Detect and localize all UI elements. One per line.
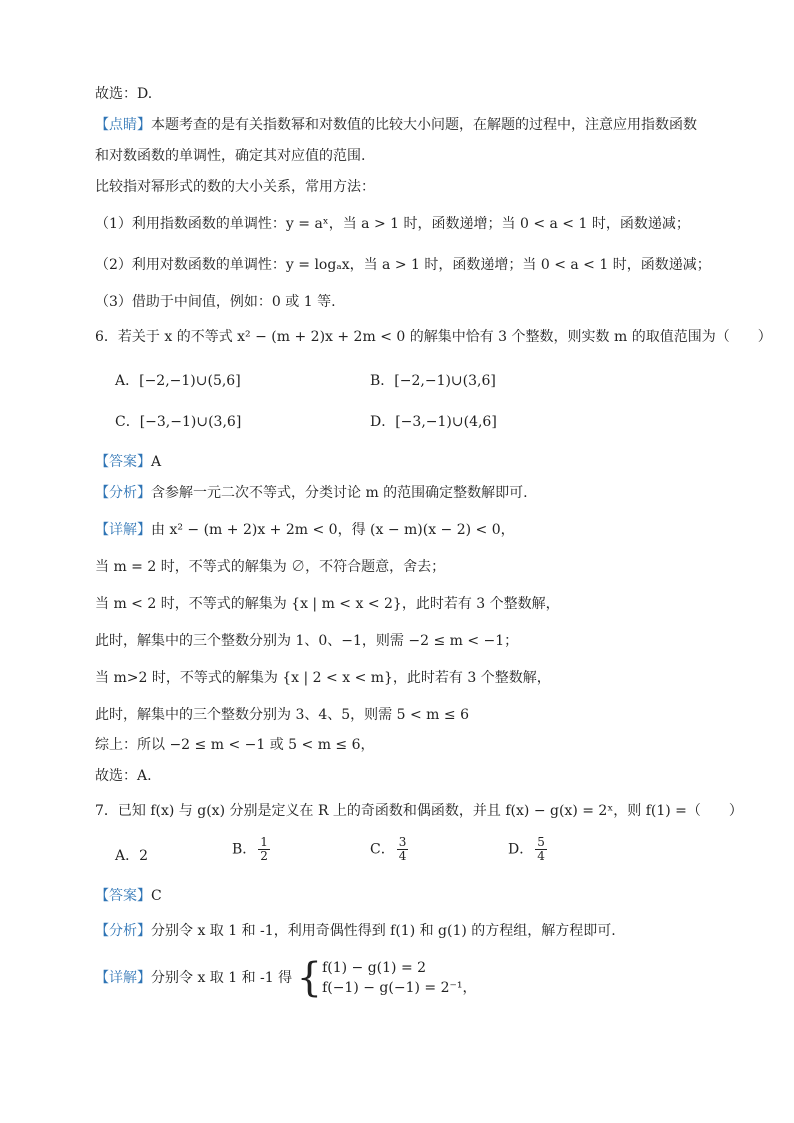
equation-system [322,958,476,998]
analysis-line [95,483,528,503]
analysis-line [95,921,616,941]
q6-option-b: B．[−2,−1)∪(3,6] [370,373,496,389]
answer-line [95,452,161,472]
solution-line: 故选：A. [95,768,152,784]
text-line: （2）利用对数函数的单调性：y = logₐx，当 a > 1 时，函数递增；当 0 < a < 1 时，函数递减； [95,257,711,273]
text-line: 比较指对幂形式的数的大小关系，常用方法： [95,179,375,195]
denominator: 4 [398,849,407,863]
equation-2: f(−1) − g(−1) = 2⁻¹， [322,980,477,996]
q7-option-c-label: C． [370,841,395,858]
fraction [258,836,270,863]
detail-tag: 【详解】 [95,522,151,538]
solution-line: 当 m < 2 时，不等式的解集为 {x | m < x < 2}，此时若有 3 个整数解， [95,596,560,612]
q6-option-d: D．[−3,−1)∪(4,6] [370,414,497,430]
analysis-text: 含参解一元二次不等式，分类讨论 m 的范围确定整数解即可. [151,485,528,501]
text-line: （3）借助于中间值，例如：0 或 1 等. [95,294,336,310]
analysis-tag: 【分析】 [95,923,151,939]
fraction [535,836,547,863]
q7-option-b [232,836,270,863]
answer-line [95,886,162,906]
denominator: 2 [260,849,268,863]
remark-tag: 【点睛】 [95,117,151,133]
solution-line: 当 m>2 时，不等式的解集为 {x | 2 < x < m}，此时若有 3 个整数解， [95,670,551,686]
equation-1: f(1) − g(1) = 2 [322,960,427,976]
q6-option-a: A．[−2,−1)∪(5,6] [115,373,241,389]
denominator: 4 [537,849,545,863]
detail-line [95,520,515,540]
answer-tag: 【答案】 [95,454,151,470]
q7-option-c [370,836,408,863]
brace-icon: { [296,955,323,1001]
q6-option-c: C．[−3,−1)∪(3,6] [115,414,242,430]
solution-line: 此时，解集中的三个整数分别为 1、0、−1，则需 −2 ≤ m < −1； [95,633,519,649]
q7-option-a: A．2 [115,848,149,864]
detail-text: 由 x² − (m + 2)x + 2m < 0，得 (x − m)(x − 2) < 0， [151,522,515,538]
detail-line [95,955,477,1001]
remark-line [95,115,697,135]
q7-option-d [508,836,547,863]
numerator: 5 [537,835,545,849]
analysis-tag: 【分析】 [95,485,151,501]
solution-line: 此时，解集中的三个整数分别为 3、4、5，则需 5 < m ≤ 6 [95,707,469,723]
text-line: （1）利用指数函数的单调性：y = aˣ，当 a > 1 时，函数递增；当 0 < a < 1 时，函数递减； [95,216,690,232]
text-line: 故选：D. [95,86,153,102]
solution-line: 综上：所以 −2 ≤ m < −1 或 5 < m ≤ 6， [95,737,375,753]
numerator: 3 [398,835,407,849]
detail-tag: 【详解】 [95,970,151,986]
solution-line: 当 m = 2 时，不等式的解集为 ∅，不符合题意，舍去； [95,559,446,575]
answer-value: A [151,454,162,470]
answer-value: C [151,888,162,904]
q7-option-d-label: D． [508,841,534,858]
text-line: 和对数函数的单调性，确定其对应值的范围. [95,148,366,164]
detail-text: 分别令 x 取 1 和 -1 得 [151,970,293,986]
numerator: 1 [260,835,268,849]
remark-text: 本题考查的是有关指数幂和对数值的比较大小问题，在解题的过程中，注意应用指数函数 [151,117,697,133]
question-7: 7．已知 f(x) 与 g(x) 分别是定义在 R 上的奇函数和偶函数，并且 f(x) − g(x) = 2ˣ，则 f(1) =（ ） [95,803,743,819]
q7-option-b-label: B． [232,841,257,858]
fraction [397,836,409,863]
answer-tag: 【答案】 [95,888,151,904]
question-6: 6．若关于 x 的不等式 x² − (m + 2)x + 2m < 0 的解集中恰有 3 个整数，则实数 m 的取值范围为（ ） [95,329,772,345]
analysis-text: 分别令 x 取 1 和 -1，利用奇偶性得到 f(1) 和 g(1) 的方程组，解方程即可. [151,923,616,939]
